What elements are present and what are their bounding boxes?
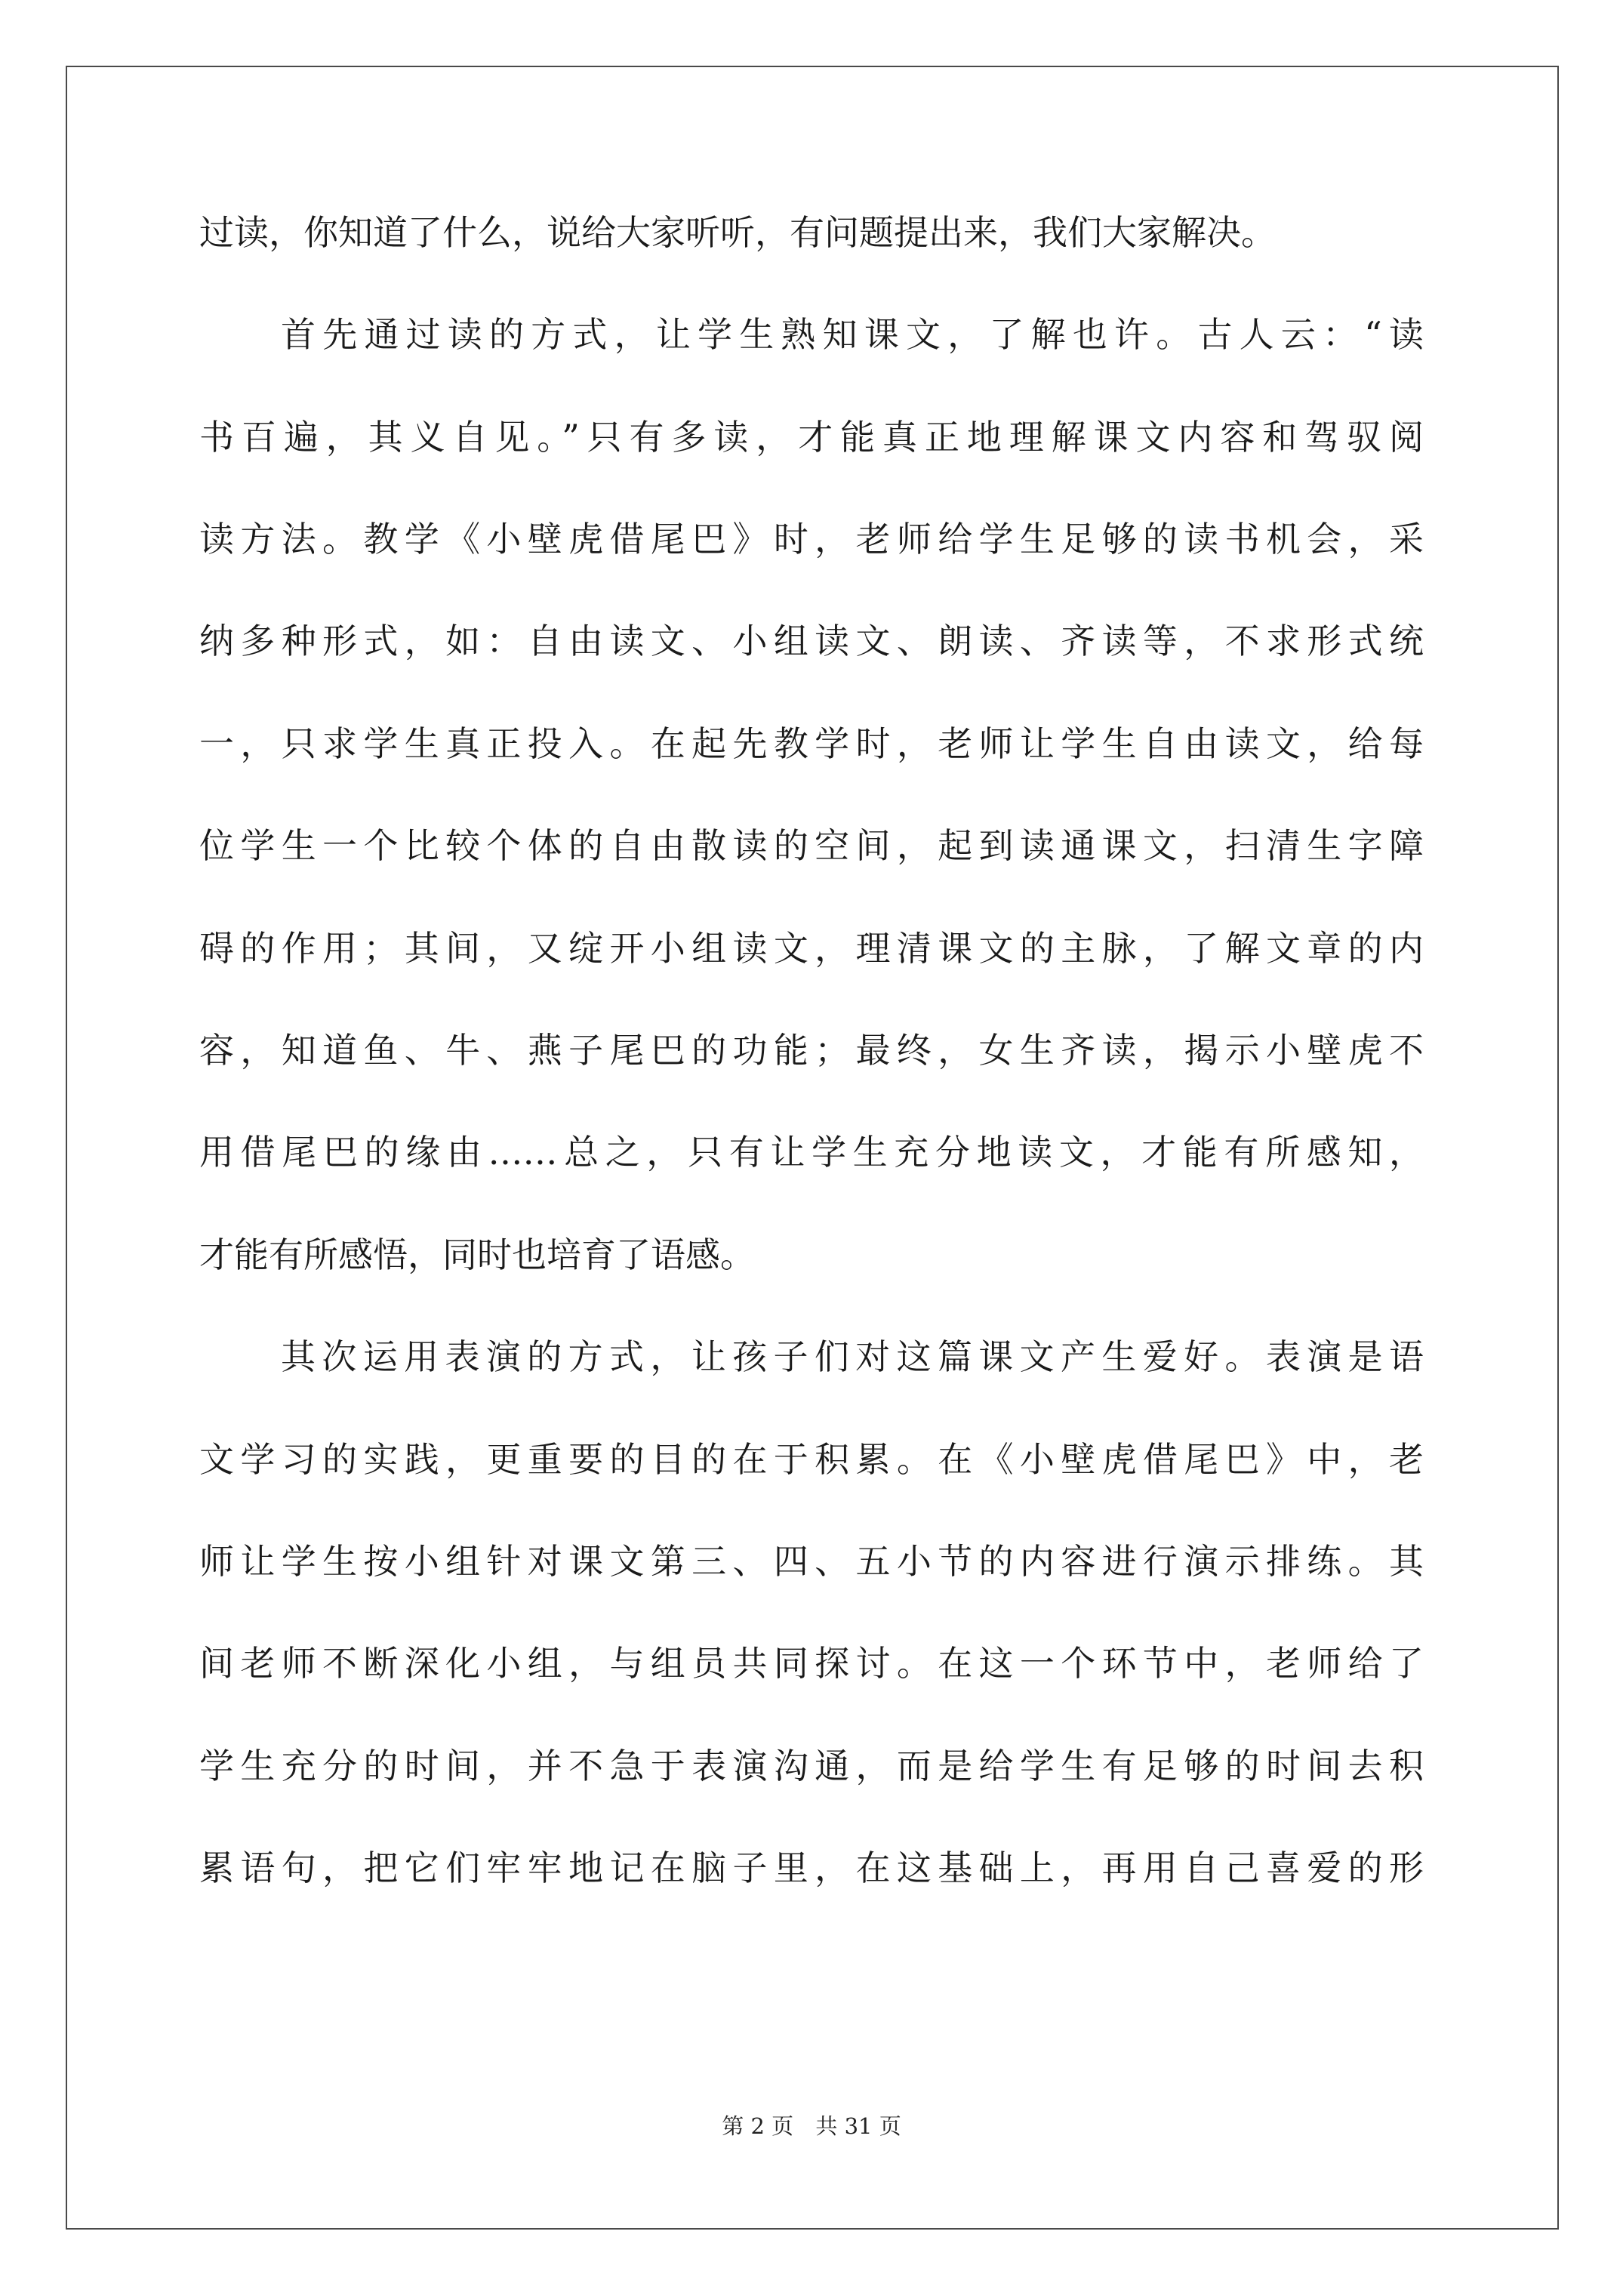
text-line: 纳多种形式，如：自由读文、小组读文、朗读、齐读等，不求形式统 — [199, 621, 1424, 661]
text-line: 用借尾巴的缘由……总之，只有让学生充分地读文，才能有所感知， — [199, 1132, 1424, 1173]
page-total: 共 31 页 — [815, 2113, 901, 2139]
text-line: 过读，你知道了什么，说给大家听听，有问题提出来，我们大家解决。 — [199, 212, 1276, 253]
text-line: 碍的作用；其间，又绽开小组读文，理清课文的主脉，了解文章的内 — [199, 928, 1424, 969]
text-line: 容，知道鱼、牛、燕子尾巴的功能；最终，女生齐读，揭示小壁虎不 — [199, 1030, 1424, 1071]
text-line: 读方法。教学《小壁虎借尾巴》时，老师给学生足够的读书机会，采 — [199, 519, 1424, 559]
text-line: 累语句，把它们牢牢地记在脑子里，在这基础上，再用自己喜爱的形 — [199, 1848, 1424, 1888]
text-line: 学生充分的时间，并不急于表演沟通，而是给学生有足够的时间去积 — [199, 1746, 1424, 1786]
text-line: 师让学生按小组针对课文第三、四、五小节的内容进行演示排练。其 — [199, 1541, 1424, 1582]
text-line: 间老师不断深化小组，与组员共同探讨。在这一个环节中，老师给了 — [199, 1643, 1424, 1684]
text-line: 其次运用表演的方式，让孩子们对这篇课文产生爱好。表演是语 — [281, 1336, 1424, 1377]
page-footer — [0, 2111, 1623, 2141]
text-line: 位学生一个比较个体的自由散读的空间，起到读通课文，扫清生字障 — [199, 825, 1424, 866]
text-line: 首先通过读的方式，让学生熟知课文，了解也许。古人云：“读 — [281, 314, 1424, 355]
text-line: 文学习的实践，更重要的目的在于积累。在《小壁虎借尾巴》中，老 — [199, 1439, 1424, 1480]
text-line: 书百遍，其义自见。”只有多读，才能真正地理解课文内容和驾驭阅 — [199, 417, 1424, 458]
text-line: 一，只求学生真正投入。在起先教学时，老师让学生自由读文，给每 — [199, 723, 1424, 764]
page-number: 第 2 页 — [722, 2113, 794, 2139]
text-line: 才能有所感悟，同时也培育了语感。 — [199, 1234, 755, 1275]
